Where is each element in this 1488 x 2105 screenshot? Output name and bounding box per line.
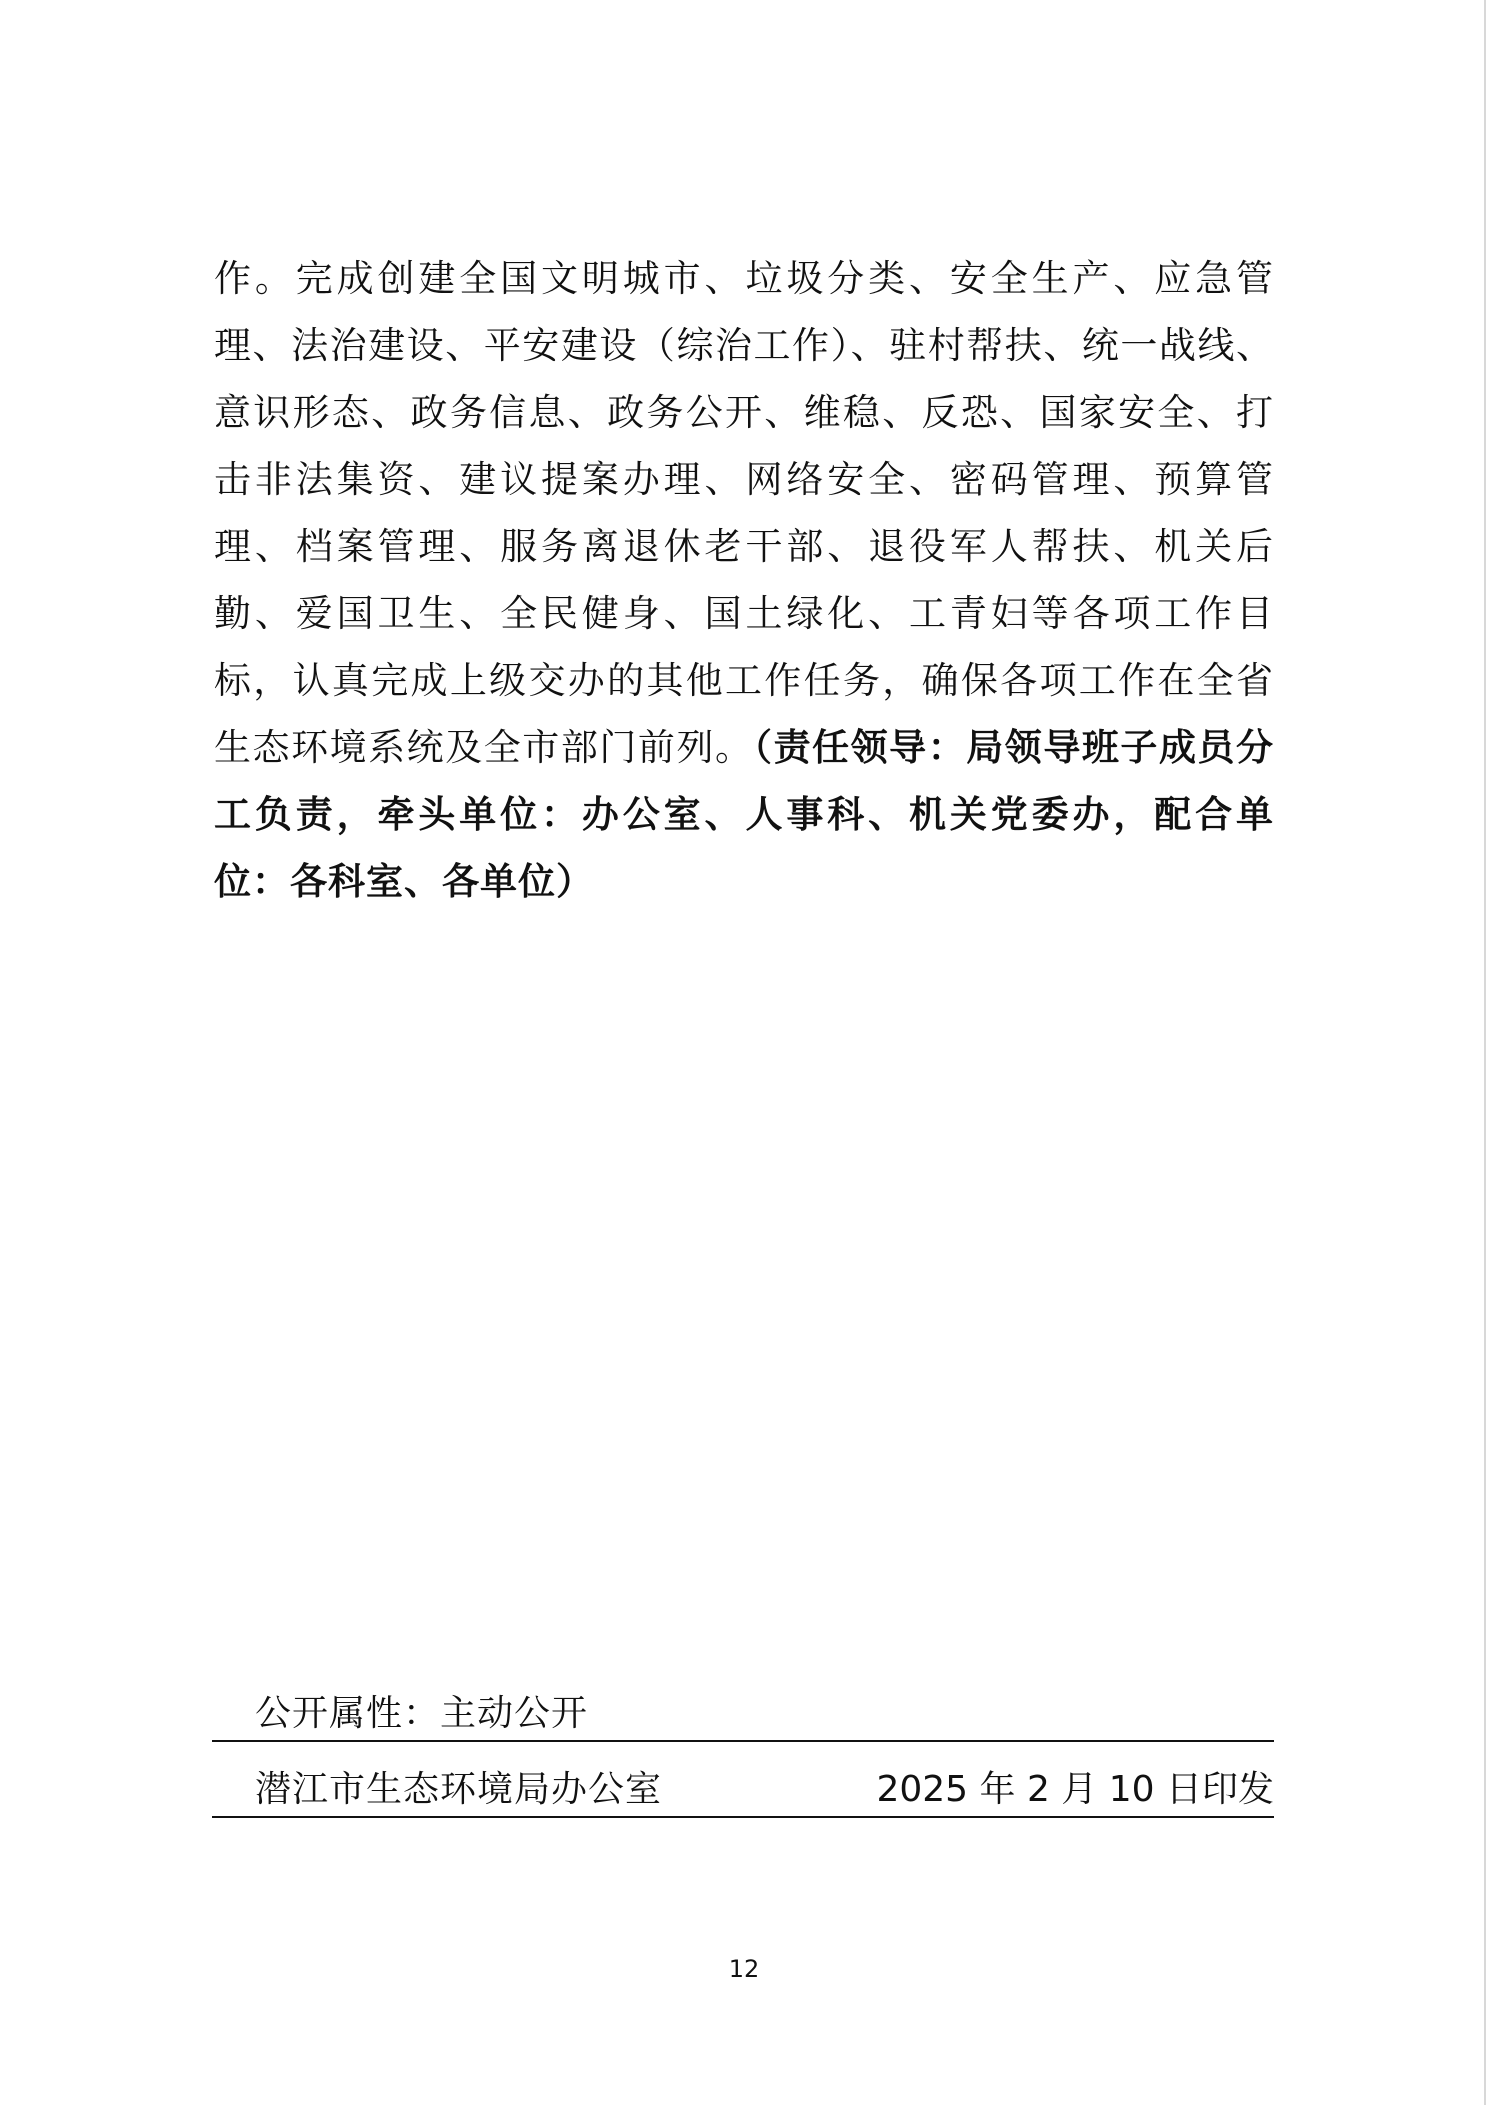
- issue-date: 2025 年 2 月 10 日印发: [876, 1769, 1274, 1810]
- page-edge-line: [1484, 0, 1486, 2105]
- issuing-rule: [212, 1816, 1274, 1818]
- issuing-office: 潜江市生态环境局办公室: [255, 1769, 663, 1810]
- issuing-row: [212, 1758, 1274, 1818]
- body-paragraph-text: 作。完成创建全国文明城市、垃圾分类、安全生产、应急管理、法治建设、平安建设（综治工作）、驻村帮扶、统一战线、意识形态、政务信息、政务公开、维稳、反恐、国家安全、打击非法集资、建议提案办理、网络安全、密码管理、预算管理、档案管理、服务离退休老干部、退役军人帮扶、机关后勤、爱国卫生、全民健身、国土绿化、工青妇等各项工作目标，认真完成上级交办的其他工作任务，确保各项工作在全省生态环境系统及全市部门前列。: [214, 257, 1274, 769]
- disclosure-rule: [212, 1740, 1274, 1742]
- disclosure-attribute: 公开属性：主动公开: [255, 1693, 589, 1734]
- body-paragraph: [214, 245, 1274, 915]
- page-number: 12: [728, 1955, 760, 1983]
- disclosure-row: [212, 1682, 1274, 1742]
- responsibility-note: （责任领导：局领导班子成员分工负责，牵头单位：办公室、人事科、机关党委办，配合单位：各科室、各单位）: [214, 726, 1275, 903]
